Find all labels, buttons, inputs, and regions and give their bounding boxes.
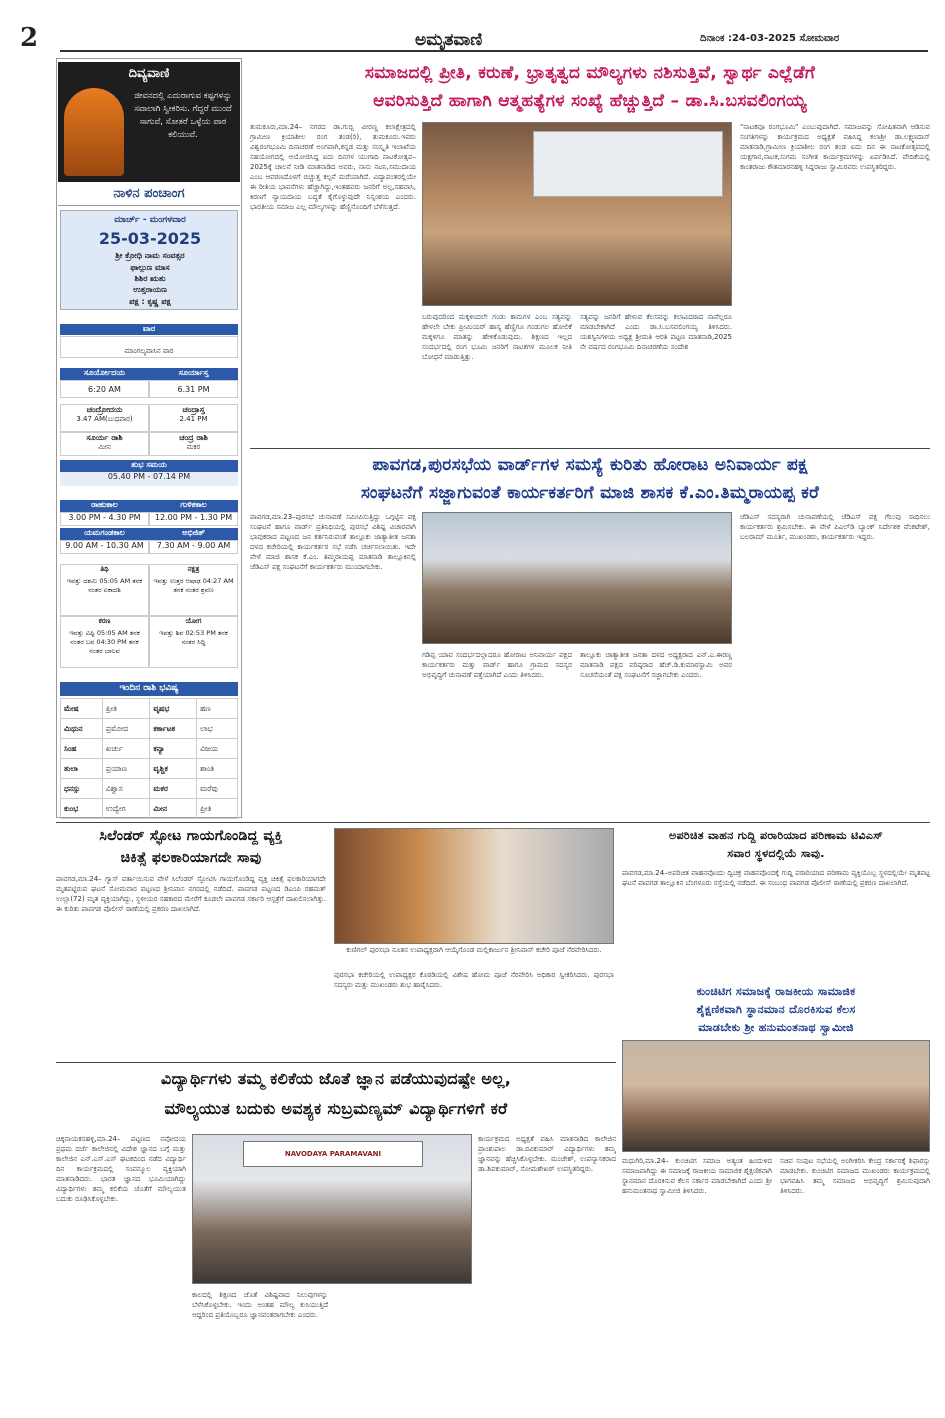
- quote-title: ದಿವ್ಯವಾಣಿ: [128, 66, 170, 81]
- rashi-prediction: ಹಣ: [197, 699, 238, 719]
- students-col-2b: [336, 1290, 472, 1406]
- gulika-value: 12.00 PM - 1.30 PM: [149, 512, 238, 526]
- rashi-sign: ಕನ್ಯಾ: [150, 739, 197, 759]
- pavagada-col-1: ಪಾವಗಡ,ಮಾ.23–ಪುರಸಭೆ ಚುನಾವಣೆ ಸಮೀಪಿಸುತ್ತಿದ್ದು ಒಗ್ಗಟ್ಟಿನ ಪಕ್ಷ ಸಂಘಟನೆ ಹಾಗೂ ವಾರ್ಡ್ ಪ್ರತಿನಿಧಿಯಲ್ಲಿ ಪುರಸಭೆ ವಿಶಿಷ್ಟ ವಿಚಾರವಾಗಿ ಭಾವುಕರಾದ ಪಟ್ಟಣದ ಜನ ಕರ್ತನಿರುವಂತೆ ತಾಲ್ಲೂಕು ಜಾತ್ಯಾತೀತ ಜನತಾ ದಳದ ಕಚೇರಿಯಲ್ಲಿ ಕಾರ್ಯಕರ್ತರ ಸಭೆ ನಡೆಸಿ ಚರ್ಚಿಸಲಾಯಿತು. ಇದೇ ವೇಳೆ ಮಾಜಿ ಶಾಸಕ ಕೆ.ಎಂ. ತಿಮ್ಮರಾಯಪ್ಪ ಮಾತನಾಡಿ ತಾಲ್ಲೂಕಿನಲ್ಲಿ ಜೆಡಿಎಸ್ ಪಕ್ಷ ಸಂಘಟನೆಗೆ ಕಾರ್ಯಕರ್ತರು ಮುಂದಾಗಬೇಕು.: [250, 513, 416, 571]
- lead-photo: [422, 122, 732, 306]
- tithi-value: ಇವತ್ತು ದಶಮಿ 05:05 AM ತನಕ ನಂತರ ಏಕಾದಶಿ: [66, 577, 143, 594]
- rashi-sign: ತುಲಾ: [61, 759, 103, 779]
- nakshatra-value: ಇವತ್ತು ಉತ್ತರ ಆಷಾಢ 04:27 AM ತನಕ ನಂತರ ಶ್ರವಣ: [153, 577, 234, 594]
- panchanga-month: ಮಾರ್ಚ್ - ಮಂಗಳವಾರ: [114, 215, 186, 225]
- rashi-prediction: ಪ್ರೀತಿ: [197, 799, 238, 819]
- quote-text: ಜೀವನದಲ್ಲಿ ಎದುರಾಗುವ ಕಷ್ಟಗಳನ್ನು ಸವಾಲಾಗಿ ಸ್ವೀಕರಿಸು. ಗೆದ್ದರೆ ಮುಂದೆ ಸಾಗುವೆ, ಸೋತರೆ ಒಳ್ಳೆಯ ಪಾಠ ಕಲಿಯುವೆ.: [134, 91, 232, 140]
- students-headline-2: ಮೌಲ್ಯಯುತ ಬದುಕು ಅವಶ್ಯಕ ಸುಬ್ರಮಣ್ಯಮ್ ವಿದ್ಯಾರ್ಥಿಗಳಿಗೆ ಕರೆ: [164, 1099, 508, 1118]
- nakshatra-box: [149, 564, 238, 616]
- students-banner: NAVODAYA PARAMAVANI: [243, 1141, 423, 1167]
- rahu-value: 3.00 PM - 4.30 PM: [60, 512, 149, 526]
- rashi-sign: ಮಕರ: [150, 779, 197, 799]
- kunigal-body: ಪುರಸಭಾ ಕಚೇರಿಯಲ್ಲಿ ಉಪಾಧ್ಯಕ್ಷರ ಕೊಠಡಿಯಲ್ಲಿ ವಿಶೇಷ ಹೋಮ ಪೂಜೆ ನೆರವೇರಿಸಿ ಅಧಿಕಾರ ಸ್ವೀಕರಿಸಿದರು. ಪುರಸಭಾ ಸದಸ್ಯರು ಮತ್ತು ಮುಖಂಡರು ಶುಭ ಹಾರೈಸಿದರು.: [334, 971, 614, 989]
- vara-value: ಮಾಂಗಲ್ಯವಾಸಿನ ವಾರ: [60, 336, 238, 358]
- sunrise-value: 6:20 AM: [60, 380, 149, 398]
- cylinder-body: ಪಾವಗಡ,ಮಾ.24– ಗ್ಯಾಸ್ ವರ್ತಾಯಿಸುವ ವೇಳೆ ಸಿಲೆಂಡರ್ ಸ್ಫೋಟಿಸಿ ಗಾಯಗೊಂಡಿದ್ದ ವ್ಯಕ್ತಿ ಚಿಕಿತ್ಸೆ ಫಲಕಾರಿಯಾಗದೇ ಮೃತಪಟ್ಟಿರುವ ಘಟನೆ ಸೋಮವಾರ ಪಟ್ಟಣದ ಶ್ರೀನಿವಾಸ ನಗರದಲ್ಲಿ ನಡೆದಿದೆ. ಪಾವಗಡ ಪಟ್ಟಣದ ಡಿಎಂಪಿ ರಹಮತ್ ಉಲ್ಲಾ(72) ಮೃತ ವ್ಯಕ್ತಿಯಾಗಿದ್ದು, ಸ್ಥಳೀಯರ ಸಹಕಾರದ ಮೇರೆಗೆ ಕೂಡಲೇ ಪಾವಗಡ ಸರ್ಕಾರಿ ಆಸ್ಪತ್ರೆಗೆ ದಾಖಲಿಸಲಾಗಿತ್ತು. ಈ ಕುರಿತು ಪಾವಗಡ ಪೊಲೀಸ್ ಠಾಣೆಯಲ್ಲಿ ಪ್ರಕರಣ ದಾಖಲಾಗಿದೆ.: [56, 875, 326, 913]
- pavagada-col-3: ತಾಲ್ಲೂಕು ಜಾತ್ಯಾತೀತ ಜನತಾ ದಳದ ಅಧ್ಯಕ್ಷರಾದ ಎನ್.ಎ.ಈರಣ್ಣ ಮಾತನಾಡಿ ಪಕ್ಷದ ವರಿಷ್ಠರಾದ ಹೆಚ್.ಡಿ.ಕುಮಾರಸ್ವಾಮಿ ಅವರ ಸೂಚನೆಯಂತೆ ಪಕ್ಷ ಸಂಘಟನೆಗೆ ಸಜ್ಜಾಗಬೇಕು ಎಂದರು.: [580, 651, 732, 679]
- rashi-table: [60, 698, 238, 819]
- panchanga-title: ನಾಳಿನ ಪಂಚಾಂಗ: [58, 186, 240, 206]
- quote-box: [58, 62, 240, 182]
- rashi-sign: ಕುಂಭ: [61, 799, 103, 819]
- accident-body: ಪಾವಗಡ,ಮಾ.24–ಅಪರಿಚಿತ ವಾಹನವೊಂದು ದ್ವಿಚಕ್ರ ವಾಹನವೊಂದಕ್ಕೆ ಗುದ್ದಿ ಪರಾರಿಯಾದ ಪರಿಣಾಮ ವ್ಯಕ್ತಿಯೊಬ್ಬ ಸ್ಥಳದಲ್ಲಿಯೇ ಮೃತಪಟ್ಟ ಘಟನೆ ಪಾವಗಡ ತಾಲ್ಲೂಕಿನ ಬೆಂಗಳೂರು ರಸ್ತೆಯಲ್ಲಿ ನಡೆದಿದೆ. ಈ ಸಂಬಂಧ ಪಾವಗಡ ಪೊಲೀಸ್ ಠಾಣೆಯಲ್ಲಿ ಪ್ರಕರಣ ದಾಖಲಾಗಿದೆ.: [622, 869, 930, 887]
- moonset-value: 2.41 PM: [179, 415, 208, 423]
- yama-label: ಯಮಗಂಡಕಾಲ: [60, 528, 149, 540]
- karana-box: [60, 616, 149, 668]
- rahu-label: ರಾಹುಕಾಲ: [60, 500, 149, 512]
- rashi-row: [61, 759, 238, 779]
- lead-col-3: ಸತ್ಯವನ್ನು ಜನರಿಗೆ ಹೇಳುವ ಕೆಲಸವನ್ನು ಕಲಾವಿದರಾದ ನಾವೆಲ್ಲರೂ ಮಾಡಬೇಕಾಗಿದೆ ಎಂದು ಡಾ.ಸಿ.ಬಸವಲಿಂಗಯ್ಯ ತಿಳಿಸಿದರು. ಯಶಸ್ವಿನಿಗಳಿಯ ಅಧ್ಯಕ್ಷ ಶ್ರೀಮತಿ ಆರತಿ ಪಟ್ಟಣ ಮಾತನಾಡಿ,2025 ನೇ ವರ್ಷದ ರಂಗಭೂಮಿ ದಿನಾಚರಣೆಯ ಸಂದೇಶ: [580, 313, 732, 351]
- rashi-title: ಇಂದಿನ ರಾಶಿ ಭವಿಷ್ಯ: [60, 682, 238, 696]
- abhijit-label: ಅಭಿಜಿತ್: [149, 528, 238, 540]
- dateline: ದಿನಾಂಕ :24-03-2025 ಸೋಮವಾರ: [700, 33, 840, 44]
- nakshatra-label: ನಕ್ಷತ್ರ: [187, 565, 200, 573]
- cylinder-headline-1: ಸಿಲೆಂಡರ್ ಸ್ಫೋಟ ಗಾಯಗೊಂಡಿದ್ದ ವ್ಯಕ್ತಿ: [99, 828, 283, 844]
- rashi-sign: ವೃಷಭ: [150, 699, 197, 719]
- kunchitiga-headline-2: ಶೈಕ್ಷಣಿಕವಾಗಿ ಸ್ಥಾನಮಾನ ದೊರಕಿಸುವ ಕೆಲಸ: [696, 1003, 856, 1016]
- rashi-prediction: ವಿಜಯ: [197, 739, 238, 759]
- ritu: ಶಿಶಿರ ಋತು: [134, 274, 166, 283]
- page-number: 2: [20, 23, 39, 53]
- kunchitiga-headline-1: ಕುಂಚಿಟಿಗ ಸಮಾಜಕ್ಕೆ ರಾಜಕೀಯ ಸಾಮಾಜಿಕ: [696, 985, 856, 998]
- rashi-prediction: ಮರೆವು: [197, 779, 238, 799]
- kunchitiga-headline-3: ಮಾಡಬೇಕು ಶ್ರೀ ಹನುಮಂತನಾಥ ಸ್ವಾಮೀಜಿ: [698, 1021, 854, 1034]
- rashi-sign: ಕರ್ಕಾಟಕ: [150, 719, 197, 739]
- kunchitiga-photo: [622, 1040, 930, 1152]
- panchanga-card: [60, 210, 238, 310]
- rashi-row: [61, 719, 238, 739]
- chandra-rashi-box: [149, 432, 238, 456]
- vara-bar: ವಾರ: [60, 324, 238, 335]
- surya-rashi-label: ಸೂರ್ಯ ರಾಶಿ: [86, 433, 123, 442]
- pavagada-headline-2: ಸಂಘಟನೆಗೆ ಸಜ್ಜಾಗುವಂತೆ ಕಾರ್ಯಕರ್ತರಿಗೆ ಮಾಜಿ ಶಾಸಕ ಕೆ.ಎಂ.ತಿಮ್ಮರಾಯಪ್ಪ ಕರೆ: [360, 483, 820, 503]
- rashi-sign: ಮೇಷ: [61, 699, 103, 719]
- accident-headline-2: ಸವಾರ ಸ್ಥಳದಲ್ಲಿಯೆ ಸಾವು.: [727, 847, 825, 860]
- rashi-prediction: ಪ್ರಯಾಣ: [102, 759, 150, 779]
- karana-label: ಕರಣ: [98, 617, 111, 625]
- rashi-sign: ಧನಸ್ಸು: [61, 779, 103, 799]
- chandra-rashi-label: ಚಂದ್ರ ರಾಶಿ: [179, 433, 208, 442]
- stage-banner: [533, 131, 723, 197]
- yoga-label: ಯೋಗ: [185, 617, 202, 625]
- sunrise-label: ಸೂರ್ಯೋದಯ: [60, 368, 149, 380]
- pavagada-photo: [422, 512, 732, 644]
- lead-col-2: ಬರುವುದರಿಂದ ಮಕ್ಕಳಿಂದಲೇ ಗಂಡು ಕಾಮಗಳ ಎಂಬ ಸತ್ಯವನ್ನು ಹೇಳಲೇ ಬೇಕು ಪ್ರೀಮಿಯರ್ ಹಾಸ್ಯ ಹೆಣ್ಣಿಗೂ ಗಂಡುಗಲ ಹೋಲಿಕೆ ಮಕ್ಕಳಿಗೂ ಮಾತನ್ನು ಹೇಳಿಕೊಡುವುದು. ಶಿಕ್ಷಣದ ಇಲ್ಲದ ಸಂದರ್ಭದಲ್ಲಿ ರಂಗ ಭೂಮಿ ಜನರಿಗೆ ನಾಟಕಗಳ ಮೂಲಕ ನೀತಿ ಬೋಧನೆ ಮಾಡುತ್ತಿತ್ತು.: [422, 313, 572, 361]
- chandra-rashi-value: ಮಕರ: [186, 443, 201, 451]
- rashi-prediction: ಲಾಭ: [197, 719, 238, 739]
- rashi-sign: ಸಿಂಹ: [61, 739, 103, 759]
- lead-headline-2: ಆವರಿಸುತ್ತಿದೆ ಹಾಗಾಗಿ ಆತ್ಮಹತ್ಯೆಗಳ ಸಂಖ್ಯೆ ಹೆಚ್ಚುತ್ತಿದೆ – ಡಾ.ಸಿ.ಬಸವಲಿಂಗಯ್ಯ: [373, 91, 807, 111]
- karana-value: ಇವತ್ತು ವಿಷ್ಟಿ 05:05 AM ತನಕ ನಂತರ ಬವ 04:30 PM ತನಕ ನಂತರ ಬಾಲವ: [69, 629, 140, 655]
- surya-rashi-box: [60, 432, 149, 456]
- surya-rashi-value: ಮೀನ: [98, 443, 111, 451]
- pavagada-col-2: ಗಡಿಪ್ಪ ಯಾವ ಸಂದರ್ಭದಲ್ಲಾದರೂ ಹೋರಾಟ ಅನಿವಾರ್ಯ ಪಕ್ಷದ ಕಾರ್ಯಕರ್ತರು ಮತ್ತು ವಾರ್ಡ್ ಹಾಗೂ ಗ್ರಾಮದ ಸದಸ್ಯರ ಅಭಿವೃದ್ಧಿಗೆ ಚುನಾವಣೆ ಪತ್ತೆಯಾಗಿದೆ ಎಂದು ತಿಳಿಸಿದರು.: [422, 651, 572, 679]
- rashi-row: [61, 799, 238, 819]
- panchanga-date: 25-03-2025: [98, 229, 202, 248]
- yoga-value: ಇವತ್ತು ಶಿವ 02:53 PM ತನಕ ನಂತರ ಸಿದ್ಧಿ: [159, 629, 228, 646]
- rashi-sign: ವೃಶ್ಚಿಕ: [150, 759, 197, 779]
- students-col-2: ಕಾಲದಲ್ಲಿ ಶಿಕ್ಷಣದ ಜೊತೆ ವಿಶಿಷ್ಟವಾದ ನಿಲುವುಗಳನ್ನು ಬೆಳೆಸಿಕೊಳ್ಳಬೇಕು. ಇಂದು ಅಂತಹ ಮೌಲ್ಯ ಕುಸಿಯುತ್ತಿದೆ ಆದ್ದರಿಂದ ಪ್ರತಿಯೊಬ್ಬರೂ ಜ್ಞಾನವಂತರಾಗಬೇಕು ಎಂದರು.: [192, 1291, 328, 1319]
- yama-value: 9.00 AM - 10.30 AM: [60, 540, 149, 554]
- accident-headline-1: ಅಪರಿಚಿತ ವಾಹನ ಗುದ್ದಿ ಪರಾರಿಯಾದ ಪರಿಣಾಮ ಟಿವಿಎಸ್: [669, 829, 883, 842]
- students-col-3: ಕಾರ್ಯಕ್ರಮದ ಅಧ್ಯಕ್ಷತೆ ವಹಿಸಿ ಮಾತನಾಡಿದ ಕಾಲೇಜಿನ ಪ್ರಾಂಶುಪಾಲ ಡಾ.ರವಿಕುಮಾರ್ ವಿದ್ಯಾರ್ಥಿಗಳು ತಮ್ಮ ಜ್ಞಾನವನ್ನು ಹೆಚ್ಚಿಸಿಕೊಳ್ಳಬೇಕು. ಮಂಜೇಶ್, ಉಪನ್ಯಾಸಕರಾದ ಡಾ.ಶಿವಕುಮಾರ್, ಸೋಮಶೇಖರ್ ಉಪಸ್ಥಿತರಿದ್ದರು.: [478, 1135, 616, 1173]
- moonrise-value: 3.47 AM(ಬುಧವಾರ): [76, 415, 133, 423]
- masthead-rule: [60, 50, 928, 52]
- portrait-icon: [64, 88, 124, 176]
- rashi-prediction: ಪ್ರೀತಿ: [102, 699, 150, 719]
- rashi-sign: ಮಿಥುನ: [61, 719, 103, 739]
- rashi-row: [61, 739, 238, 759]
- shubha-value: 05.40 PM - 07.14 PM: [60, 472, 238, 486]
- rashi-prediction: ಪ್ರಮೋದ: [102, 719, 150, 739]
- rashi-prediction: ಉದ್ವೇಗ: [102, 799, 150, 819]
- sunset-value: 6.31 PM: [149, 380, 238, 398]
- shubha-label: ಶುಭ ಸಮಯ: [60, 460, 238, 472]
- rashi-prediction: ಶಾಂತಿ: [197, 759, 238, 779]
- divider: [56, 1062, 616, 1063]
- pavagada-headline-1: ಪಾವಗಡ,ಪುರಸಭೆಯ ವಾರ್ಡ್‌ಗಳ ಸಮಸ್ಯೆ ಕುರಿತು ಹೋರಾಟ ಅನಿವಾರ್ಯ ಪಕ್ಷ: [372, 455, 808, 475]
- divider: [250, 448, 930, 449]
- masa: ಫಾಲ್ಗುಣ ಮಾಸ: [130, 263, 170, 272]
- samvatsara: ಶ್ರೀ ಕ್ರೋಧಿ ನಾಮ ಸಂವತ್ಸರ: [115, 251, 185, 260]
- lead-col-4: "ನಾಟಕವೂ ರಂಗಭೂಮಿ" ಎಂಬುವುದಾಗಿದೆ. ಸಮಾಜವನ್ನು ಸೋಷಿತವಾಗಿ ಆಡಿಸುವ ಸಂಗತಿಗಳನ್ನು ಕಾರ್ಯಕ್ರಮದ ಅಧ್ಯಕ್ಷತೆ ವಹಿಸಿದ್ದ ಕಲಾಶ್ರೀ ಡಾ.ಲಕ್ಷ್ಮಣದಾಸ್ ಮಾತನಾಡಿ,ಗ್ರಾಮೀಣ ಕ್ರಿಯಾಶೀಲ ರಂಗ ತಂಡ ಐದು ದಿನ ಈ ನಾಟಕೋತ್ಸವದಲ್ಲಿ ಯಕ್ಷಗಾನ,ನಾಟಕ,ಸುಗಮ ಸಂಗೀತ ಕಾರ್ಯಕ್ರಮಗಳನ್ನು ಏರ್ಪಡಿಸಿದೆ. ವೇದಿಕೆಯಲ್ಲಿ ಕಾಂತರಾಜು ಕೌತಮಾರನಹಳ್ಳಿ ಸಿದ್ದರಾಜು ಸ್ವಾಮಿರವರು ಉಪಸ್ಥಿತರಿದ್ದರು.: [740, 123, 930, 171]
- divider: [56, 822, 930, 823]
- sunset-label: ಸೂರ್ಯಾಸ್ತ: [149, 368, 238, 380]
- students-col-1: ಚಿಕ್ಕನಾಯಕನಹಳ್ಳಿ,ಮಾ.24– ಪಟ್ಟಣದ ನವೋದಯ ಪ್ರಥಮ ದರ್ಜೆ ಕಾಲೇಜಿನಲ್ಲಿ ವಿದೇಶ ಜ್ಞಾನದ ಬಗ್ಗೆ ಮತ್ತು ಕಾಲೇಜಿನ ಎನ್.ಎಸ್.ಎಸ್ ಘಟಕದಿಂದ ನಡೆದ ವಿದ್ಯಾರ್ಥಿ ದಿನ ಕಾರ್ಯಕ್ರಮದಲ್ಲಿ ಸಂಪನ್ಮೂಲ ವ್ಯಕ್ತಿಯಾಗಿ ಮಾತನಾಡಿದರು. ಭಾರತ ಜ್ಞಾನದ ಭೂಮಿಯಾಗಿದ್ದು ವಿದ್ಯಾರ್ಥಿಗಳು ತಮ್ಮ ಕಲಿಕೆಯ ಜೊತೆಗೆ ಮೌಲ್ಯಯುತ ಬದುಕು ರೂಢಿಸಿಕೊಳ್ಳಬೇಕು.: [56, 1135, 186, 1203]
- moonset-label: ಚಂದ್ರಾಸ್ತ: [182, 405, 205, 414]
- students-headline-1: ವಿದ್ಯಾರ್ಥಿಗಳು ತಮ್ಮ ಕಲಿಕೆಯ ಜೊತೆ ಜ್ಞಾನ ಪಡೆಯುವುದಷ್ಟೇ ಅಲ್ಲ,: [160, 1069, 512, 1088]
- paper-name: ಅಮೃತವಾಣಿ: [415, 30, 483, 50]
- cylinder-headline-2: ಚಿಕಿತ್ಸೆ ಫಲಕಾರಿಯಾಗದೇ ಸಾವು: [120, 850, 262, 866]
- tithi-box: [60, 564, 149, 616]
- rashi-row: [61, 699, 238, 719]
- moonrise-label: ಚಂದ್ರೋದಯ: [86, 405, 123, 414]
- rashi-prediction: ಖರ್ಚು: [102, 739, 150, 759]
- pavagada-col-4: ಜೆಡಿಎಸ್ ಸದಸ್ಯರಾಗಿ ಚುನಾವಣೆಯಲ್ಲಿ ಜೆಡಿಎಸ್ ಪಕ್ಷ ಗೆಲುವು ಸಾಧಿಸಲು ಕಾರ್ಯಕರ್ತರು ಶ್ರಮಿಸಬೇಕು. ಈ ವೇಳೆ ಪಿಎಲ್‌ಡಿ ಬ್ಯಾಂಕ್ ನಿರ್ದೇಶಕ ವೆಂಕಟೇಶ್, ಬಲರಾಮ್ ಮೂರ್ತಿ, ಮುಖಂಡರು, ಕಾರ್ಯಕರ್ತರು ಇದ್ದರು.: [740, 513, 930, 541]
- moonrise-box: [60, 404, 149, 432]
- paksha: ಪಕ್ಷ : ಕೃಷ್ಣ ಪಕ್ಷ: [129, 297, 171, 306]
- gulika-label: ಗುಳಿಕಕಾಲ: [149, 500, 238, 512]
- rashi-prediction: ವಿಶ್ವಾಸ: [102, 779, 150, 799]
- kunchitiga-col-2: ಸಚಿವ ಸಂಪುಟ ಸಭೆಯಲ್ಲಿ ಅಂಗೀಕರಿಸಿ ಕೇಂದ್ರ ಸರ್ಕಾರಕ್ಕೆ ಶಿಫಾರಸ್ಸು ಮಾಡಬೇಕು. ಕುಂಚಿಟಿಗ ಸಮಾಜದ ಮುಖಂಡರು ಕಾರ್ಯಕ್ರಮದಲ್ಲಿ ಭಾಗವಹಿಸಿ ತಮ್ಮ ಸಮಾಜದ ಅಭಿವೃದ್ಧಿಗೆ ಶ್ರಮಿಸುವುದಾಗಿ ತಿಳಿಸಿದರು.: [780, 1157, 930, 1195]
- kunchitiga-col-1: ಮಧುಗಿರಿ,ಮಾ.24– ಕುಂಚಿಟಿಗ ಸಮಾಜ ಅತ್ಯಂತ ಹಿಂದುಳಿದ ಸಮಾಜವಾಗಿದ್ದು ಈ ಸಮಾಜಕ್ಕೆ ರಾಜಕೀಯ ಸಾಮಾಜಿಕ ಶೈಕ್ಷಣಿಕವಾಗಿ ಸ್ಥಾನಮಾನ ದೊರಕಿಸುವ ಕೆಲಸ ಸರ್ಕಾರ ಮಾಡಬೇಕಾಗಿದೆ ಎಂದು ಶ್ರೀ ಹನುಮಂತನಾಥ ಸ್ವಾಮೀಜಿ ತಿಳಿಸಿದರು.: [622, 1157, 772, 1195]
- tithi-label: ತಿಥಿ: [100, 565, 109, 573]
- abhijit-value: 7.30 AM - 9.00 AM: [149, 540, 238, 554]
- kunigal-photo: [334, 828, 614, 944]
- yoga-box: [149, 616, 238, 668]
- ayana: ಉತ್ತರಾಯಣ: [133, 285, 167, 294]
- kunigal-caption: ಕುಣಿಗಲ್ ಪುರಸಭಾ ನೂತನ ಉಪಾಧ್ಯಕ್ಷರಾಗಿ ಆಯ್ಕೆಗೊಂಡ ಮಲ್ಲಿಕಾರ್ಜುನ ಶ್ರೀನಿವಾಸ್ ಕಚೇರಿ ಪೂಜೆ ನೆರವೇರಿಸಿದರು.: [346, 946, 602, 954]
- lead-col-1: ತುಮಕೂರು,ಮಾ.24– ನಗರದ ಡಾ.ಗುಬ್ಬಿ ವೀರಣ್ಣ ಕಲಾಕ್ಷೇತ್ರದಲ್ಲಿ ಗ್ರಾಮೀಣ ಕ್ರಿಯಾಶೀಲ ರಂಗ ತಂಡ(ರಿ), ತುಮಕೂರು.ಇವರು ವಿಶ್ವರಂಗಭೂಮಿ ದಿನಾಚರಣೆ ಅಂಗವಾಗಿ,ಕನ್ನಡ ಮತ್ತು ಸಂಸ್ಕೃತಿ ಇಲಾಖೆಯ ಸಹಯೋಗದಲ್ಲಿ ಆಯೋಜಿಸಿದ್ದ ಐದು ದಿನಗಳ ಯುಗಾದಿ ನಾಟಕೋತ್ಸವ–2025ಕ್ಕೆ ಚಾಲನೆ ನೀಡಿ ಮಾತನಾಡಿದ ಅವರು, ನಾನು ನಟನಿ,ಸಮುದಾಯ ಎಂಬ ಆವರಣದೊಳಗೆ ಬಿಚ್ಚುತ್ತ ಕಲ್ಪನೆ ಮರೆಯಾಗಿದೆ. ವಿದ್ಯಾವಂತರಲ್ಲಿಯೇ ಈ ರೀತಿಯ ಭಾವನೆಗಳು ಹೆಚ್ಚಾಗಿದ್ದು,ಇಂತಹವರು ಜನರಿಗೆ ಅಲ್ಪ,ಸಹವಾಸಿ, ಕಿರಣಗೆ ನ್ಯಾಯದಾಯ ಬದ್ಧತೆ ಕೈಗೊಳ್ಳುವುದೇ ನಿಸ್ಸಂಶಯ ಎಂದರು. ಭಾರತೀಯ ಸಮಾಜ ಎಲ್ಲ ಮೌಲ್ಯಗಳನ್ನು ಹೆಣ್ಣಿನೊಂದಿಗೆ ಬೆಳೆಸುತ್ತದೆ.: [250, 123, 416, 211]
- moonset-box: [149, 404, 238, 432]
- lead-headline-1: ಸಮಾಜದಲ್ಲಿ ಪ್ರೀತಿ, ಕರುಣೆ, ಭ್ರಾತೃತ್ವದ ಮೌಲ್ಯಗಳು ನಶಿಸುತ್ತಿವೆ, ಸ್ವಾರ್ಥ ಎಲ್ಲೆಡೆಗೆ: [364, 63, 816, 83]
- students-photo: [192, 1134, 472, 1284]
- rashi-sign: ಮೀನ: [150, 799, 197, 819]
- rashi-row: [61, 779, 238, 799]
